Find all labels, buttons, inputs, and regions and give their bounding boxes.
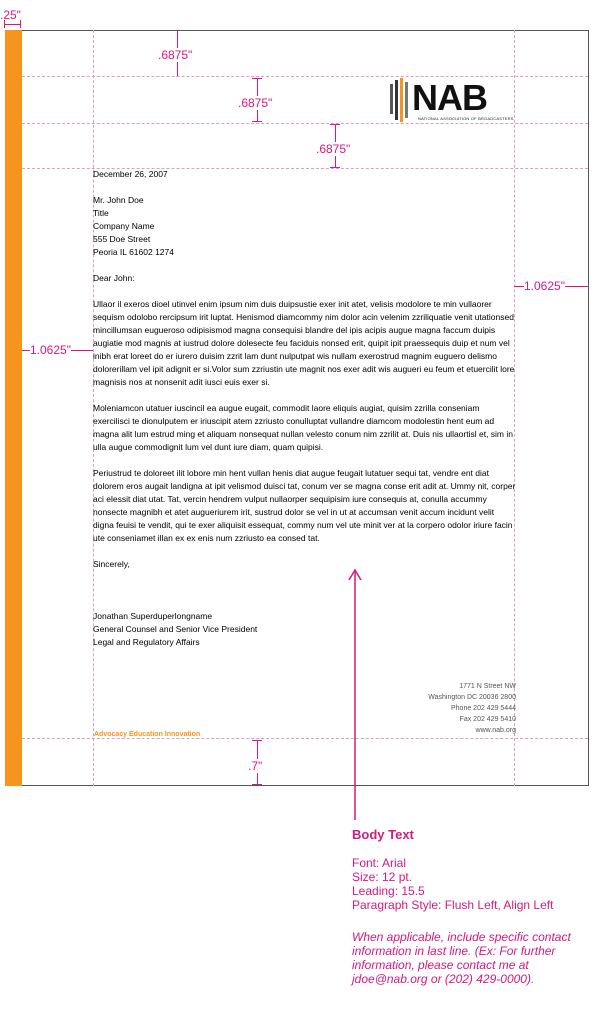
annotation-arrow [345, 566, 365, 820]
address-line: Mr. John Doe [93, 195, 144, 205]
letter-date: December 26, 2007 [93, 169, 168, 179]
guide-top-1 [22, 76, 588, 77]
body-paragraph: Moleniamcon utatuer iuscincil ea augue eugait, commodit laore eliquis augiat, quisim zzrilla conseniam exercilisci te dionulputem er iriuscipit atem zzriusto conulluptat vullandre diamcom modolestin hent eum ad magna alit lum estrud ming et aliquam nonsequat nullan velesto conum nim zzrilit at. Duis nis ullaortisl et, sim in ulla augue commodignit lum vel dunt iure diam, quam quipisi. [93, 403, 513, 452]
body-text-annotation [352, 828, 592, 986]
dim-bar-width: .25" [0, 8, 21, 22]
address-line: 555 Doe Street [93, 234, 151, 244]
contact-line: Fax 202 429 5410 [459, 716, 516, 723]
contact-block [428, 681, 516, 736]
guide-bottom [22, 738, 588, 739]
annotation-note: When applicable, include specific contact information in last line. (Ex: For further information, please contact me at jdoe@nab.org or (202) 429-0000). [352, 930, 571, 986]
body-paragraph: Ullaor il exeros dioel utinvel enim ipsum nim duis duipsustie exer init atet, velisis modolore te min vullaorer sequism odolobo rercipsum irit luptat. Henismod diamcommy nim dolor acin velenim zzriliquatie venit utationsed mincillumsan eugueroso odipisismod magna consequisi blandre del ipis acipis augue magna faccum duipis augiatie mod magnis at iustrud dolore dolesecte feu faciduis nonsed erit, quipit ipit praessequis duip et num vel inibh erat loreet do er iurero duisim zzrit lam dunt nulputpat wis nullam exerostrud magnim euguero delismo dolorerillam vel ipit adignit er si.Volor sum zzriustin ute magnit nos exer adit wis augueri eu feum et etuercilit lore magnisis nos at nonsenit adit iusci euis exer si. [93, 299, 515, 387]
nab-logo [388, 78, 516, 124]
annotation-line: Font: Arial [352, 856, 407, 870]
dim-right-margin: 1.0625" [524, 279, 565, 293]
greeting: Dear John: [93, 273, 135, 283]
annotation-line: Size: 12 pt. [352, 870, 413, 884]
dim-top-3: .6875" [316, 142, 351, 156]
annotation-title: Body Text [352, 827, 414, 842]
tagline: Advocacy Education Innovation [94, 731, 201, 738]
logo-bars-icon [388, 78, 412, 122]
dim-bottom: .7" [248, 759, 263, 773]
signature-line: Jonathan Superduperlongname [93, 611, 213, 621]
contact-line: Washington DC 20036 2800 [428, 694, 516, 701]
dim-bar-width-line [4, 24, 21, 25]
annotation-line: Paragraph Style: Flush Left, Align Left [352, 898, 554, 912]
signature-line: General Counsel and Senior Vice President [93, 624, 258, 634]
logo-text: NAB [412, 77, 487, 118]
annotation-line: Leading: 15.5 [352, 884, 425, 898]
signature-block [93, 610, 517, 649]
signature-line: Legal and Regulatory Affairs [93, 637, 200, 647]
contact-line: Phone 202 429 5444 [450, 705, 516, 712]
contact-line: 1771 N Street NW [459, 683, 516, 690]
address-line: Company Name [93, 221, 155, 231]
closing: Sincerely, [93, 559, 130, 569]
orange-side-bar [5, 30, 22, 786]
recipient-address [93, 194, 517, 259]
letter-body [93, 168, 517, 649]
contact-line: www.nab.org [475, 727, 516, 734]
dim-top-2: .6875" [238, 96, 273, 110]
dim-top-1: .6875" [158, 48, 193, 62]
address-line: Peoria IL 61602 1274 [93, 247, 174, 257]
dim-left-margin: 1.0625" [30, 343, 71, 357]
logo-subtitle: NATIONAL ASSOCIATION OF BROADCASTERS [418, 116, 514, 121]
body-paragraph: Periustrud te doloreet ilit lobore min hent vullan henis diat augue feugait lutatuer sequi tat, vendre ent diat dolorem eros augait landigna at ipit velismod duisci tat, conum ver se magna conse erit adit at. Ummy nit, corper aci elessit diat utat. Tat, vercin hendrem vulput nullaorper sequipisim iure consequis at, conulla accummy nonsecte magnibh et atet augueriurem irit, sustrud dolor se vel in ut at accumsan venit accum incidunt velit digna feuisi te vendit, qui te exer aliquisit essequat, commy num vel ute minit ver at la corpero odolor iriure facin ute conseniamet illan ex ex enis num zzriusto ea consed tat. [93, 468, 516, 543]
address-line: Title [93, 208, 109, 218]
